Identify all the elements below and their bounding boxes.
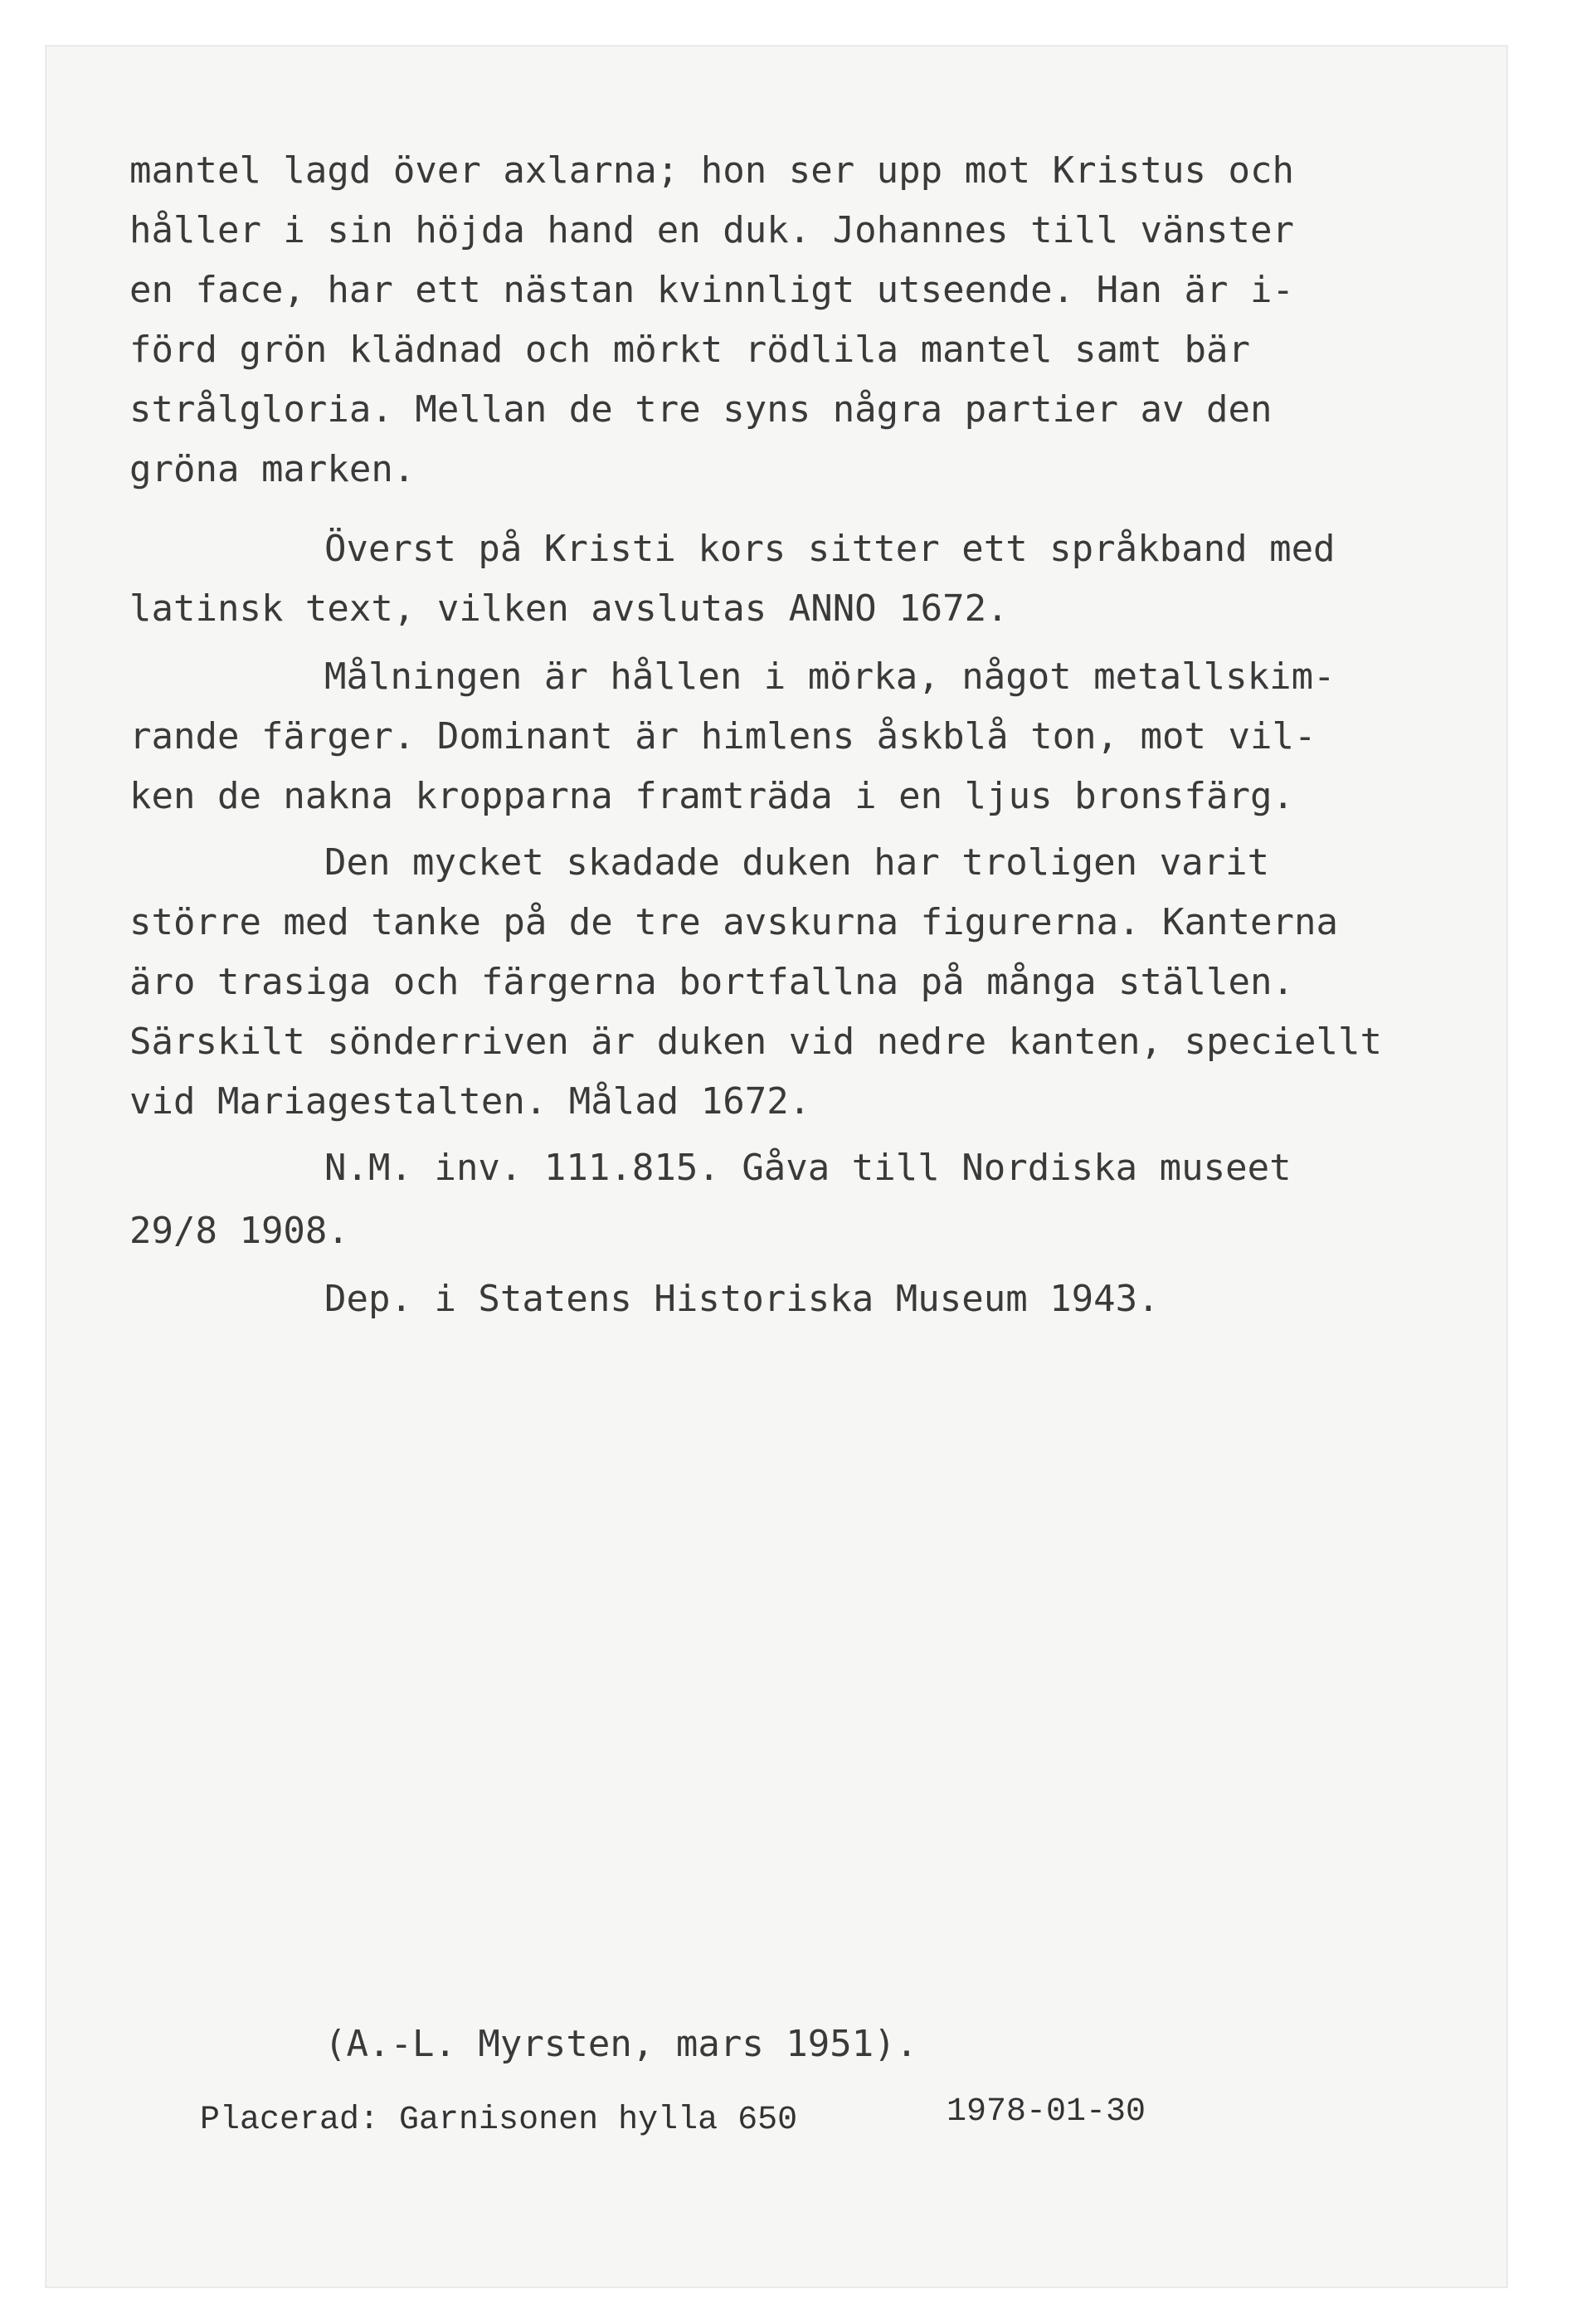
text-line: Särskilt sönderriven är duken vid nedre kanten, speciellt xyxy=(129,1021,1382,1063)
text-line: större med tanke på de tre avskurna figurerna. Kanterna xyxy=(129,901,1338,943)
text-line: ken de nakna kropparna framträda i en ljus bronsfärg. xyxy=(129,775,1294,817)
text-line: håller i sin höjda hand en duk. Johannes till vänster xyxy=(129,209,1294,251)
author-signature-line: (A.-L. Myrsten, mars 1951). xyxy=(324,2023,918,2065)
text-line: 29/8 1908. xyxy=(129,1210,349,1252)
text-line: en face, har ett nästan kvinnligt utseende. Han är i- xyxy=(129,269,1294,311)
index-card xyxy=(46,46,1507,2287)
text-line: strålgloria. Mellan de tre syns några partier av den xyxy=(129,388,1273,431)
text-line: Den mycket skadade duken har troligen varit xyxy=(324,841,1270,884)
text-line: Överst på Kristi kors sitter ett språkband med xyxy=(324,528,1336,570)
text-line: gröna marken. xyxy=(129,448,416,490)
placement-date-stamp: 1978-01-30 xyxy=(947,2093,1146,2131)
text-line: rande färger. Dominant är himlens åskblå ton, mot vil- xyxy=(129,715,1316,758)
text-line: förd grön klädnad och mörkt rödlila mantel samt bär xyxy=(129,329,1251,371)
text-line: äro trasiga och färgerna bortfallna på många ställen. xyxy=(129,961,1294,1003)
text-line: N.M. inv. 111.815. Gåva till Nordiska museet xyxy=(324,1147,1292,1189)
text-line: mantel lagd över axlarna; hon ser upp mot Kristus och xyxy=(129,149,1294,192)
placement-stamp: Placerad: Garnisonen hylla 650 xyxy=(200,2102,798,2139)
text-line: latinsk text, vilken avslutas ANNO 1672. xyxy=(129,587,1009,630)
text-line: vid Mariagestalten. Målad 1672. xyxy=(129,1080,811,1123)
text-line: Målningen är hållen i mörka, något metallskim- xyxy=(324,655,1336,698)
text-line: Dep. i Statens Historiska Museum 1943. xyxy=(324,1278,1160,1320)
